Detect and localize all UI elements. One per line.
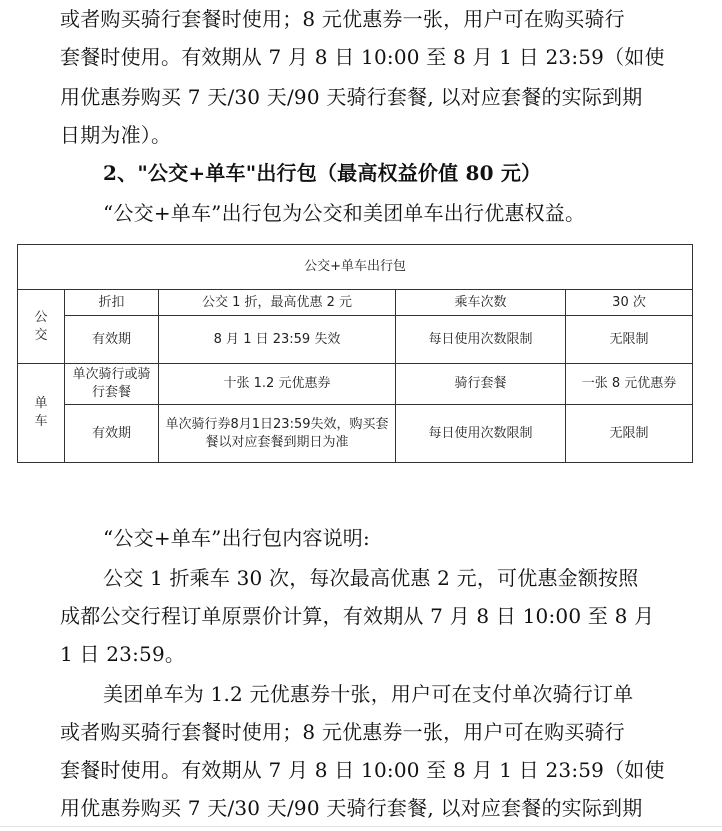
description-heading: “公交+单车”出行包内容说明: — [103, 526, 370, 550]
table-cell: 无限制 — [566, 316, 693, 364]
paragraph-line: 用优惠券购买 7 天/30 天/90 天骑行套餐, 以对应套餐的实际到期 — [60, 85, 643, 109]
table-cell: 一张 8 元优惠券 — [566, 364, 693, 405]
paragraph-line: 成都公交行程订单原票价计算，有效期从 7 月 8 日 10:00 至 8 月 — [60, 604, 655, 628]
bus-group-label: 公 交 — [18, 290, 65, 364]
table-cell: 公交 1 折，最高优惠 2 元 — [159, 290, 396, 316]
table-cell: 骑行套餐 — [396, 364, 566, 405]
paragraph-line: 美团单车为 1.2 元优惠券十张，用户可在支付单次骑行订单 — [103, 682, 634, 706]
table-cell: 每日使用次数限制 — [396, 405, 566, 463]
table-cell: 乘车次数 — [396, 290, 566, 316]
table-cell: 折扣 — [65, 290, 159, 316]
table-cell: 十张 1.2 元优惠券 — [159, 364, 396, 405]
paragraph-line: 公交 1 折乘车 30 次，每次最高优惠 2 元，可优惠金额按照 — [103, 566, 639, 590]
bike-group-label: 单 车 — [18, 364, 65, 463]
table-cell: 单次骑行或骑行套餐 — [65, 364, 159, 405]
table-cell: 无限制 — [566, 405, 693, 463]
table-row — [18, 364, 693, 405]
table-cell: 有效期 — [65, 316, 159, 364]
table-cell: 有效期 — [65, 405, 159, 463]
table-cell: 30 次 — [566, 290, 693, 316]
table-row — [18, 290, 693, 316]
table-cell: 8 月 1 日 23:59 失效 — [159, 316, 396, 364]
section-intro: “公交+单车”出行包为公交和美团单车出行优惠权益。 — [103, 201, 586, 225]
travel-package-table — [17, 244, 693, 463]
section-heading: 2、"公交+单车"出行包（最高权益价值 80 元） — [103, 161, 542, 185]
table-row — [18, 405, 693, 463]
table-cell: 单次骑行券8月1日23:59失效，购买套餐以对应套餐到期日为准 — [159, 405, 396, 463]
paragraph-line: 日期为准）。 — [60, 123, 172, 147]
table-title: 公交+单车出行包 — [18, 245, 693, 290]
paragraph-line: 1 日 23:59。 — [60, 642, 186, 666]
page-edge-divider — [0, 826, 722, 827]
paragraph-line: 用优惠券购买 7 天/30 天/90 天骑行套餐, 以对应套餐的实际到期 — [60, 796, 643, 820]
paragraph-line: 或者购买骑行套餐时使用；8 元优惠券一张，用户可在购买骑行 — [60, 720, 625, 744]
paragraph-line: 套餐时使用。有效期从 7 月 8 日 10:00 至 8 月 1 日 23:59（如使 — [60, 758, 665, 782]
table-row — [18, 316, 693, 364]
paragraph-line: 套餐时使用。有效期从 7 月 8 日 10:00 至 8 月 1 日 23:59（如使 — [60, 45, 665, 69]
table-cell: 每日使用次数限制 — [396, 316, 566, 364]
paragraph-line: 或者购买骑行套餐时使用；8 元优惠券一张，用户可在购买骑行 — [60, 7, 625, 31]
